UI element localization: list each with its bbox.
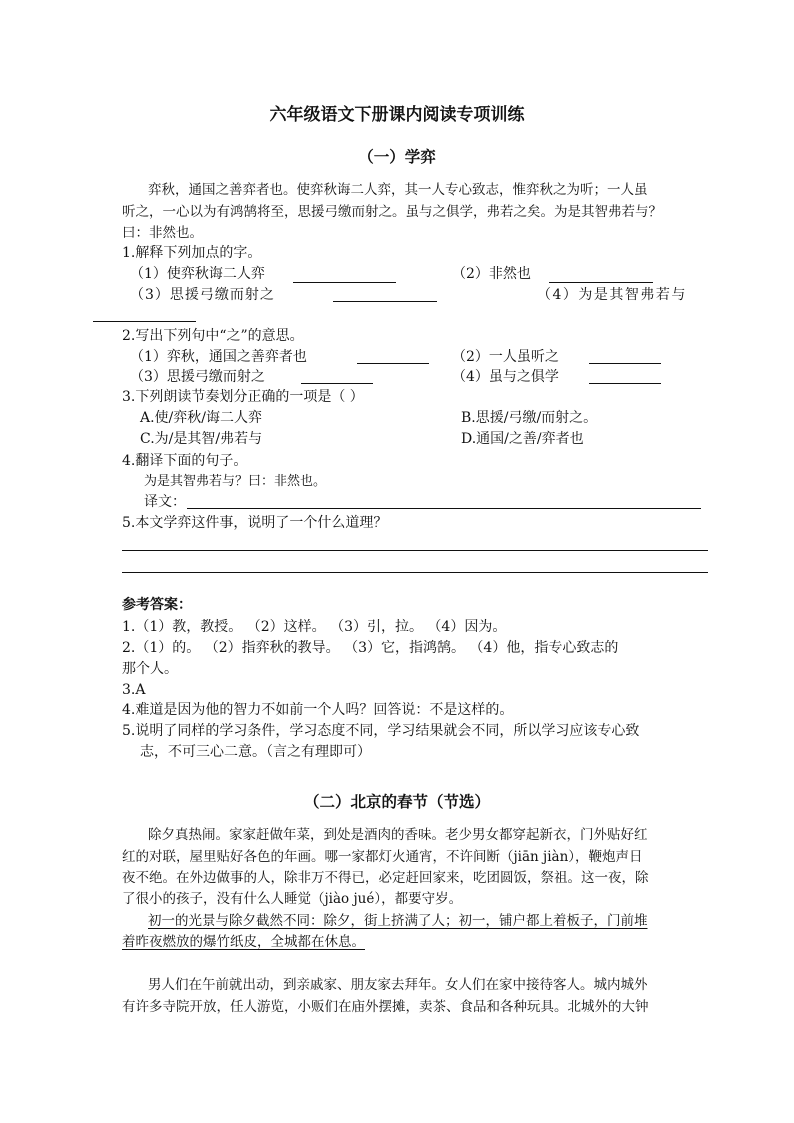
answer-blank[interactable] xyxy=(333,301,437,302)
question-3-stem: 3.下列朗读节奏划分正确的一项是（ ） xyxy=(122,389,364,405)
question-2-item: （3）思援弓缴而射之 xyxy=(130,369,265,385)
underlined-passage-line: 着昨夜燃放的爆竹纸皮，全城都在休息。 xyxy=(122,934,365,950)
question-4-stem: 4.翻译下面的句子。 xyxy=(122,453,248,469)
answer-line-text: 1.（1）教，教授。 （2）这样。 （3）引，拉。 （4）因为。 xyxy=(122,619,507,635)
question-1-item: （4）为是其智弗若与 xyxy=(537,287,687,303)
section-heading-2: （二）北京的春节（节选） xyxy=(303,793,490,811)
passage-line: 红的对联，屋里贴好各色的年画。哪一家都灯火通宵，不许间断（jiān jiàn），鞭炮声日 xyxy=(122,849,643,865)
answer-blank[interactable] xyxy=(549,282,653,283)
passage-line: 了很小的孩子，没有什么人睡觉（jiào jué），都要守岁。 xyxy=(122,891,463,907)
question-1-stem: 1.解释下列加点的字。 xyxy=(122,245,262,261)
answer-line[interactable] xyxy=(122,550,708,551)
translation-answer-line[interactable] xyxy=(187,508,701,509)
answers-heading: 参考答案： xyxy=(122,597,192,613)
option-d[interactable]: D.通国/之善/弈者也 xyxy=(461,431,584,447)
answer-line[interactable] xyxy=(122,572,708,573)
question-1-item: （3）思援弓缴而射之 xyxy=(130,287,275,303)
question-2-item: （4）虽与之俱学 xyxy=(452,369,559,385)
answer-blank[interactable] xyxy=(589,383,661,384)
answer-blank[interactable] xyxy=(357,363,429,364)
answer-blank[interactable] xyxy=(93,321,196,322)
translation-label: 译文： xyxy=(144,494,186,510)
passage-line: 有许多寺院开放，任人游览，小贩们在庙外摆摊，卖茶、食品和各种玩具。北城外的大钟 xyxy=(122,999,649,1015)
option-b[interactable]: B.思援/弓缴/而射之。 xyxy=(461,410,598,426)
page-title: 六年级语文下册课内阅读专项训练 xyxy=(269,105,525,125)
question-2-item: （1）弈秋，通国之善弈者也 xyxy=(130,349,307,365)
passage-line: 夜不绝。在外边做事的人，除非万不得已，必定赶回家来，吃团圆饭，祭祖。这一夜，除 xyxy=(122,870,649,886)
option-a[interactable]: A.使/弈秋/诲二人弈 xyxy=(140,410,262,426)
question-1-item: （2）非然也 xyxy=(452,266,531,282)
translation-sentence: 为是其智弗若与？曰：非然也。 xyxy=(144,474,327,489)
passage-line: 弈秋，通国之善弈者也。使弈秋诲二人弈，其一人专心致志，惟弈秋之为听；一人虽 xyxy=(148,182,648,198)
answer-line-text: 2.（1）的。 （2）指弈秋的教导。 （3）它，指鸿鹄。 （4）他，指专心致志的 xyxy=(122,640,619,656)
question-5-stem: 5.本文学弈这件事，说明了一个什么道理？ xyxy=(122,515,388,531)
question-1-item: （1）使弈秋诲二人弈 xyxy=(130,266,265,282)
underlined-passage-line: 初一的光景与除夕截然不同：除夕，街上挤满了人；初一，铺户都上着板子，门前堆 xyxy=(148,913,648,929)
section-heading-1: （一）学弈 xyxy=(358,148,436,166)
question-2-stem: 2.写出下列句中“之”的意思。 xyxy=(122,328,304,344)
answer-line-text: 那个人。 xyxy=(122,661,178,677)
answer-line-text: 志，不可三心二意。（言之有理即可） xyxy=(140,744,371,760)
answer-blank[interactable] xyxy=(301,383,373,384)
answer-line-text: 3.A xyxy=(122,682,146,698)
passage-line: 曰：非然也。 xyxy=(122,225,203,241)
passage-line: 男人们在午前就出动，到亲戚家、朋友家去拜年。女人们在家中接待客人。城内城外 xyxy=(148,977,648,993)
answer-line-text: 4.难道是因为他的智力不如前一个人吗？回答说：不是这样的。 xyxy=(122,702,514,718)
passage-line: 听之，一心以为有鸿鹄将至，思援弓缴而射之。虽与之俱学，弗若之矣。为是其智弗若与？ xyxy=(122,204,662,220)
answer-blank[interactable] xyxy=(589,363,661,364)
answer-line-text: 5.说明了同样的学习条件，学习态度不同，学习结果就会不同，所以学习应该专心致 xyxy=(122,723,640,739)
question-2-item: （2）一人虽听之 xyxy=(452,349,559,365)
answer-blank[interactable] xyxy=(293,282,396,283)
passage-line: 除夕真热闹。家家赶做年菜，到处是酒肉的香味。老少男女都穿起新衣，门外贴好红 xyxy=(148,827,648,843)
option-c[interactable]: C.为/是其智/弗若与 xyxy=(140,431,263,447)
